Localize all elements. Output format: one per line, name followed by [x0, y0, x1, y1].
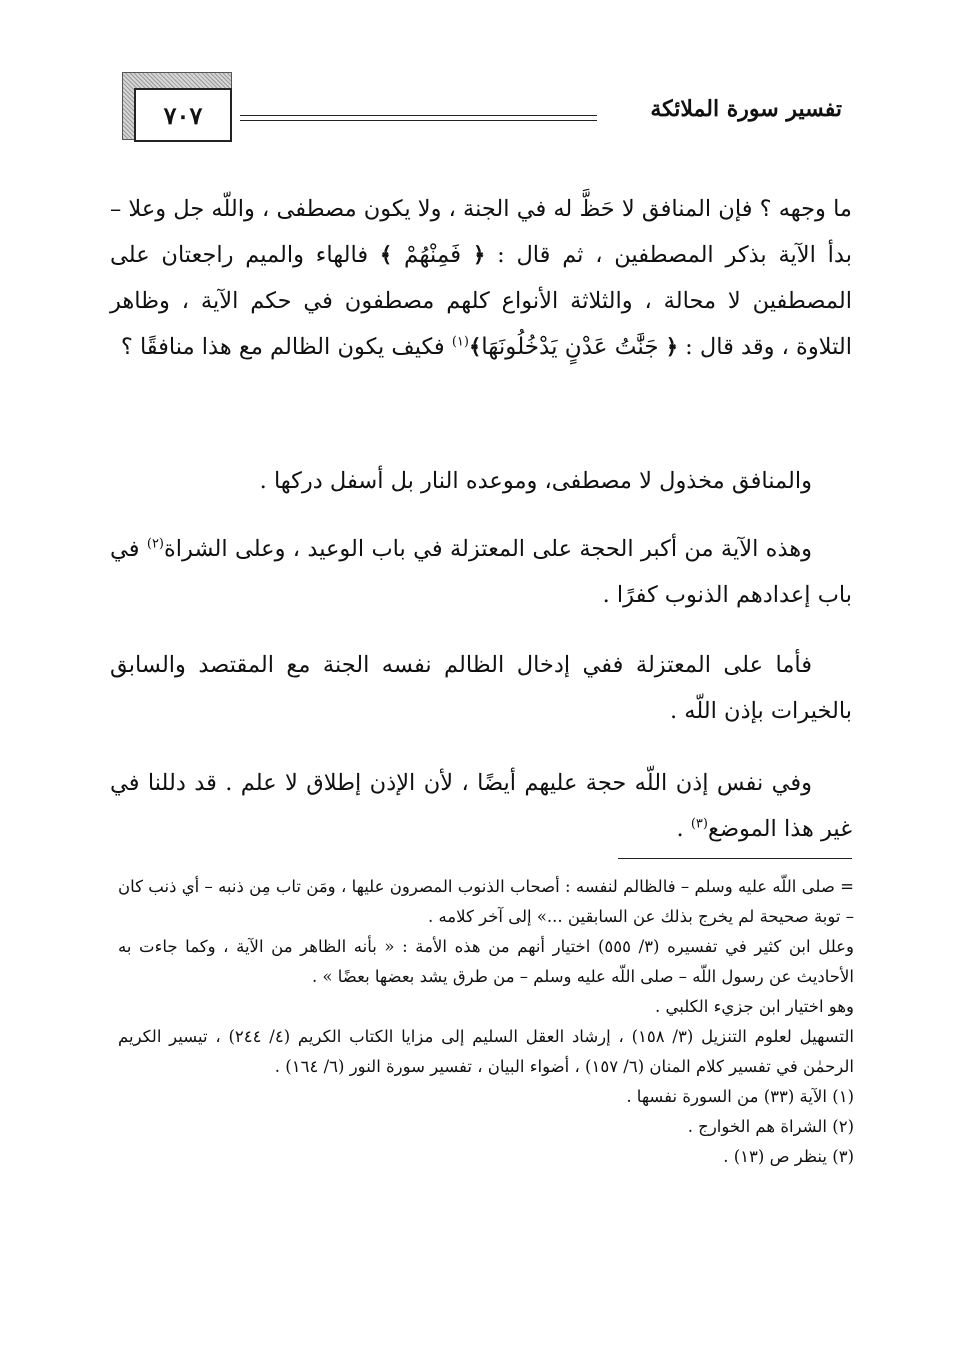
paragraph-1-text-b: فالهاء والميم راجعتان على المصطفين لا محالة ، والثلاثة الأنواع كلهم مصطفون في حكم الآية ، وظاهر التلاوة ، وقد قال : — [110, 242, 852, 360]
footnote-separator — [618, 858, 852, 859]
footnote-3-text: ينظر ص (١٣) . — [723, 1147, 833, 1166]
footnote-continuation-2: وعلل ابن كثير في تفسيره (٣/ ٥٥٥) اختيار أنهم من هذه الأمة : « بأنه الظاهر من الآية ، وكما جاءت به الأحاديث عن رسول اللّه – صلى اللّه عليه وسلم – من طرق يشد بعضها بعضًا » . — [118, 937, 854, 986]
page-number: ٧٠٧ — [134, 88, 232, 142]
quran-bracket-close: ﴾ — [468, 334, 482, 359]
footnote-continuation-1: = صلى اللّه عليه وسلم – فالظالم لنفسه : أصحاب الذنوب المصرون عليها ، ومَن تاب مِن ذنبه – أي ذنب كان – توبة صحيحة لم يخرج بذلك عن السابقين ...» إلى آخر كلامه . — [118, 877, 854, 926]
paragraph-2-text: والمنافق مخذول لا مصطفى، وموعده النار بل أسفل دركها . — [259, 468, 812, 494]
paragraph-1 — [110, 186, 852, 370]
quran-bracket-close: ﴾ — [379, 242, 393, 267]
footnote-ref-1[interactable]: (١) — [451, 334, 469, 350]
footnote-continuation-4: التسهيل لعلوم التنزيل (٣/ ١٥٨) ، إرشاد العقل السليم إلى مزايا الكتاب الكريم (٤/ ٢٤٤) ، تيسير الكريم الرحمٰن في تفسير كلام المنان (٦/ ١٥٧) ، أضواء البيان ، تفسير سورة النور (٦/ ١٦٤) . — [118, 1027, 854, 1076]
footnote-1 — [118, 1082, 854, 1112]
paragraph-4-text: فأما على المعتزلة ففي إدخال الظالم نفسه الجنة مع المقتصد والسابق بالخيرات بإذن اللّه . — [110, 652, 852, 724]
footnote-2-number: (٢) — [832, 1117, 854, 1136]
paragraph-5-text-a: وفي نفس إذن اللّه حجة عليهم أيضًا ، لأن الإذن إطلاق لا علم . قد دللنا في غير هذا الموضع — [110, 770, 852, 842]
paragraph-2 — [110, 458, 852, 504]
paragraph-1-text-a: ما وجهه ؟ فإن المنافق لا حَظَّ له في الجنة ، ولا يكون مصطفى ، واللّه جل وعلا – بدأ الآية بذكر المصطفين ، ثم قال : — [110, 196, 853, 268]
quran-quote-1: فَمِنْهُمْ — [404, 242, 462, 268]
paragraph-1-text-c: فكيف يكون الظالم مع هذا منافقًا ؟ — [120, 334, 452, 360]
running-title: تفسير سورة الملائكة — [650, 96, 842, 122]
footnote-3-number: (٣) — [832, 1147, 854, 1166]
paragraph-5-text-b: . — [676, 816, 691, 842]
footnote-1-text: الآية (٣٣) من السورة نفسها . — [626, 1087, 833, 1106]
footnote-1-number: (١) — [832, 1087, 854, 1106]
paragraph-3-text-b: في باب إعدادهم الذنوب كفرًا . — [110, 536, 852, 608]
quran-quote-2: جَنَّٰتُ عَدْنٍ يَدْخُلُونَهَا — [481, 334, 659, 360]
header-rule — [240, 115, 597, 121]
footnotes — [118, 872, 854, 1172]
footnote-3 — [118, 1142, 854, 1172]
paragraph-3 — [110, 526, 852, 618]
paragraph-5 — [110, 760, 852, 852]
footnote-ref-3[interactable]: (٣) — [690, 816, 708, 832]
quran-bracket-open: ﴿ — [472, 242, 486, 267]
paragraph-3-text-a: وهذه الآية من أكبر الحجة على المعتزلة في باب الوعيد ، وعلى الشراة — [164, 536, 812, 562]
paragraph-4 — [110, 642, 852, 734]
footnote-2-text: الشراة هم الخوارج . — [687, 1117, 833, 1136]
footnote-continuation-3: وهو اختيار ابن جزيء الكلبي . — [654, 997, 854, 1016]
footnote-2 — [118, 1112, 854, 1142]
footnote-ref-2[interactable]: (٢) — [146, 536, 164, 552]
quran-bracket-open: ﴿ — [665, 334, 679, 359]
